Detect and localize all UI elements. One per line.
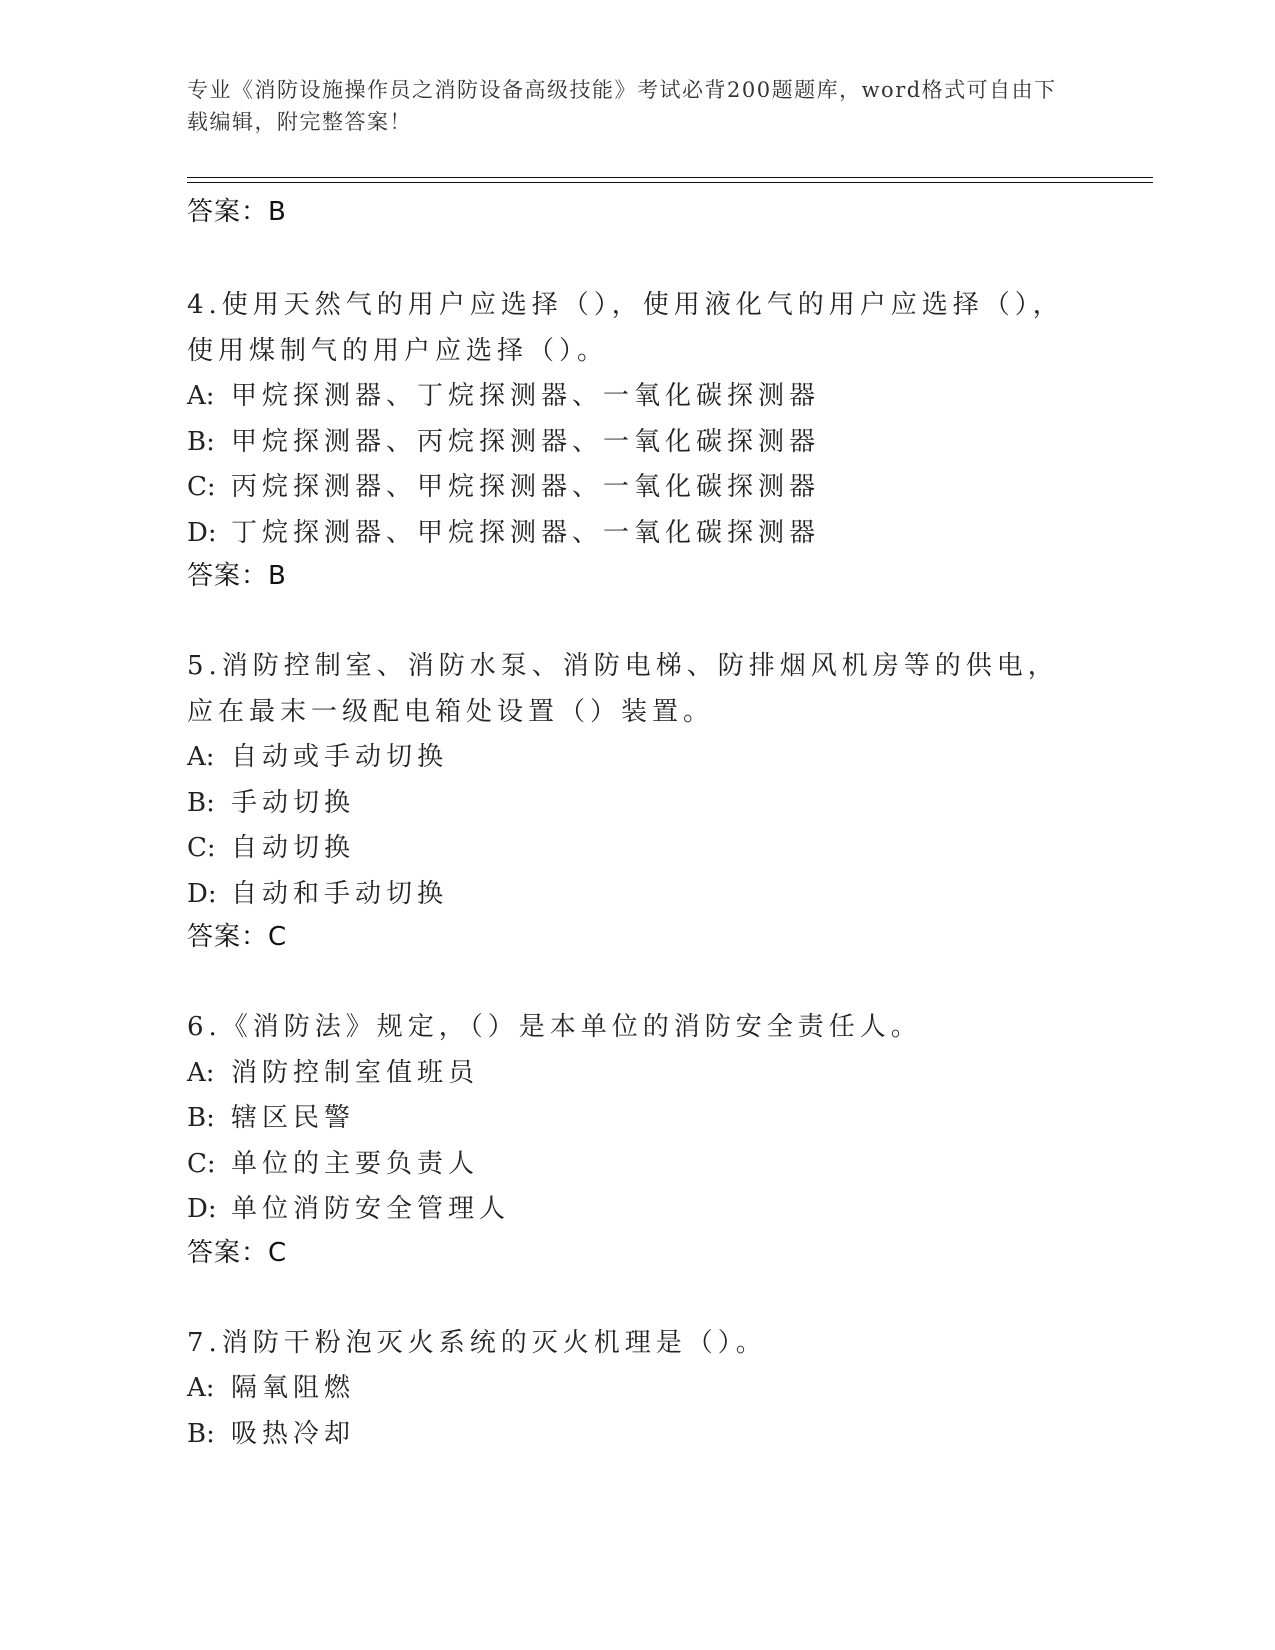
option-text: 单位的主要负责人	[231, 1148, 480, 1179]
option-c	[187, 465, 1087, 511]
option-letter: B:	[187, 787, 215, 818]
option-letter: C:	[187, 1148, 216, 1179]
option-d	[187, 511, 1087, 557]
answer-line: 答案：B	[187, 561, 287, 591]
answer-line: 答案：C	[187, 922, 288, 952]
answer-line: 答案：C	[187, 1237, 288, 1268]
spacer	[187, 1273, 1087, 1321]
option-a	[187, 1366, 1087, 1412]
question-stem: 5.消防控制室、消防水泵、消防电梯、防排烟风机房等的供电，应在最末一级配电箱处设置（）装置。	[187, 651, 1059, 727]
option-d	[187, 1187, 1087, 1233]
question-list	[187, 190, 1087, 1457]
spacer	[187, 957, 1087, 1005]
option-b	[187, 420, 1087, 466]
header-rule-bottom	[187, 182, 1153, 183]
header-rule-top	[187, 177, 1153, 178]
option-text: 单位消防安全管理人	[231, 1194, 511, 1224]
option-letter: A:	[187, 381, 215, 411]
option-b	[187, 781, 1087, 827]
option-b	[187, 1412, 1087, 1458]
option-text: 自动切换	[231, 833, 356, 863]
option-text: 隔氧阻燃	[231, 1373, 356, 1403]
option-text: 自动或手动切换	[231, 742, 449, 772]
option-text: 甲烷探测器、丙烷探测器、一氧化碳探测器	[231, 426, 821, 457]
question-stem: 7.消防干粉泡灭火系统的灭火机理是（）。	[187, 1327, 767, 1358]
option-letter: D:	[187, 878, 217, 909]
option-letter: D:	[187, 1194, 217, 1224]
option-text: 消防控制室值班员	[231, 1057, 480, 1088]
option-letter: B:	[187, 426, 215, 457]
option-text: 手动切换	[231, 787, 356, 818]
option-b	[187, 1096, 1087, 1142]
question-stem: 4.使用天然气的用户应选择（），使用液化气的用户应选择（），使用煤制气的用户应选择（）。	[187, 290, 1064, 366]
option-c	[187, 1142, 1087, 1188]
option-text: 自动和手动切换	[231, 878, 449, 909]
question-6	[187, 1005, 1087, 1273]
option-text: 吸热冷却	[231, 1418, 356, 1449]
option-a	[187, 735, 1087, 781]
option-text: 丙烷探测器、甲烷探测器、一氧化碳探测器	[231, 472, 821, 502]
question-5	[187, 644, 1087, 957]
option-letter: C:	[187, 472, 216, 502]
option-letter: D:	[187, 517, 217, 548]
option-text: 甲烷探测器、丁烷探测器、一氧化碳探测器	[231, 381, 821, 411]
option-letter: A:	[187, 1057, 215, 1088]
option-letter: A:	[187, 1373, 215, 1403]
option-a	[187, 1051, 1087, 1097]
question-4	[187, 283, 1087, 596]
option-letter: B:	[187, 1103, 215, 1133]
question-stem: 6.《消防法》规定，（）是本单位的消防安全责任人。	[187, 1012, 922, 1042]
question-7	[187, 1321, 1087, 1458]
option-d	[187, 872, 1087, 918]
spacer	[187, 596, 1087, 644]
option-letter: A:	[187, 742, 215, 772]
option-a	[187, 374, 1087, 420]
option-text: 辖区民警	[231, 1103, 356, 1133]
option-letter: B:	[187, 1418, 215, 1449]
option-letter: C:	[187, 833, 216, 863]
option-c	[187, 826, 1087, 872]
spacer	[187, 235, 1087, 283]
previous-answer: 答案：B	[187, 197, 287, 227]
document-header: 专业《消防设施操作员之消防设备高级技能》考试必背200题题库，word格式可自由下载编辑，附完整答案！	[187, 78, 1057, 134]
option-text: 丁烷探测器、甲烷探测器、一氧化碳探测器	[231, 517, 821, 548]
